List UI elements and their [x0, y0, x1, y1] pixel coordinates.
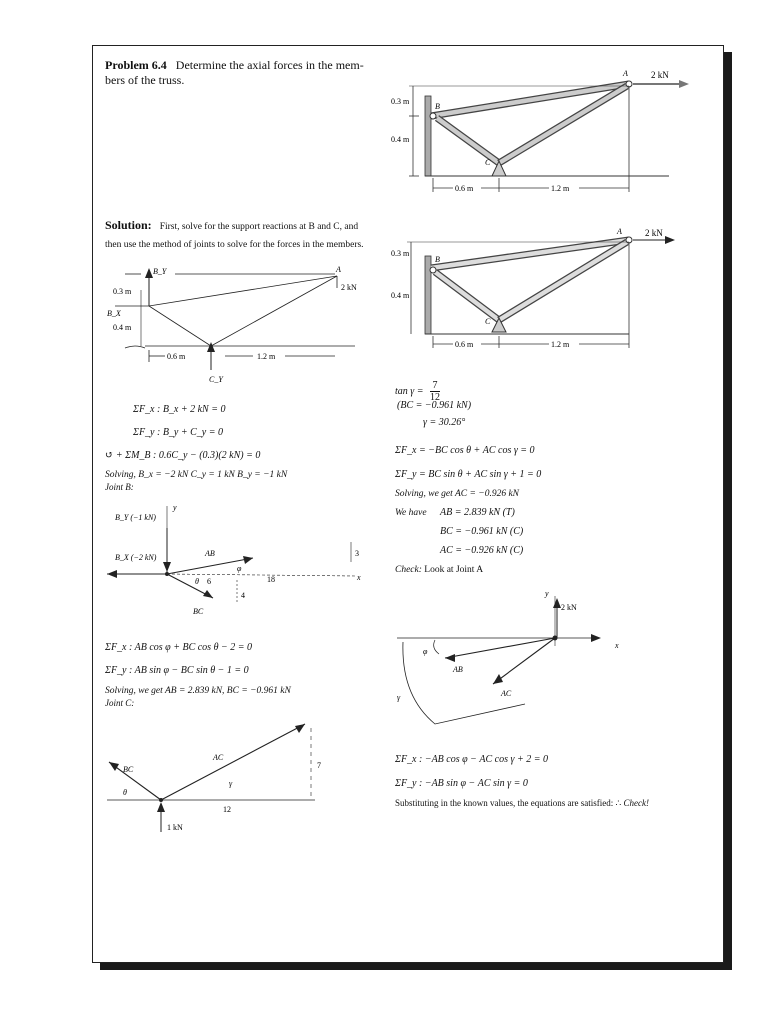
fbd-main-bx: B_X	[107, 309, 121, 318]
fbd-c-gamma: γ	[229, 779, 233, 788]
fbd-main-h2: 0.4 m	[113, 323, 132, 332]
tan-gamma-lhs: tan γ =	[395, 385, 424, 397]
fbd-b-by: B_Y (−1 kN)	[115, 513, 156, 522]
final-check	[395, 798, 649, 809]
eq-sum-mb: ↺ + ΣM_B : 0.6C_y − (0.3)(2 kN) = 0	[105, 450, 261, 461]
eq-joint-a-fy: ΣF_y : −AB sin φ − AC sin γ = 0	[395, 778, 528, 789]
fbd-a-y: y	[545, 589, 549, 598]
mid-dim-h2: 0.4 m	[391, 291, 410, 300]
problem-statement	[105, 58, 364, 88]
tan-gamma-num: 7	[430, 380, 440, 392]
fbd-b-theta: θ	[195, 577, 199, 586]
mid-label-a: A	[617, 227, 622, 236]
result-bc: BC = −0.961 kN (C)	[440, 526, 524, 537]
eq-joint-a-fx: ΣF_x : −AB cos φ − AC cos γ + 2 = 0	[395, 754, 548, 765]
pin-b	[430, 113, 436, 119]
fbd-b-n4: 4	[241, 591, 245, 600]
label-c: C	[485, 158, 491, 167]
fbd-b-ab: AB	[205, 549, 215, 558]
fbd-main-a: A	[336, 265, 341, 274]
fbd-a-ab: AB	[453, 665, 463, 674]
mid-dim-h1: 0.3 m	[391, 249, 410, 258]
fbd-b-n6: 6	[207, 577, 211, 586]
check-label: Check:	[395, 565, 422, 575]
load-label: 2 kN	[651, 70, 669, 80]
truss-figure-top	[389, 66, 709, 196]
problem-label: Problem 6.4	[105, 58, 167, 72]
fbd-a-x: x	[615, 641, 619, 650]
fbd-b-x: x	[357, 573, 361, 582]
mid-label-c: C	[485, 317, 491, 326]
fbd-main-w1: 0.6 m	[167, 352, 186, 361]
solution-intro	[105, 216, 364, 252]
eq-solving-reactions: Solving, B_x = −2 kN C_y = 1 kN B_y = −1 kN	[105, 470, 288, 480]
mid-label-b: B	[435, 255, 440, 264]
final-text: Substituting in the known values, the equations are satisfied: ∴	[395, 798, 622, 808]
eq-joint-b-fy: ΣF_y : AB sin φ − BC sin θ − 1 = 0	[105, 665, 249, 676]
fbd-a-phi: φ	[423, 647, 428, 656]
fbd-main-cy: C_Y	[209, 375, 223, 384]
fbd-main	[105, 258, 375, 388]
heading-joint-c: Joint C:	[105, 698, 135, 708]
fbd-a-ac: AC	[501, 689, 512, 698]
final-check-word: Check!	[623, 798, 649, 808]
result-ab: AB = 2.839 kN (T)	[440, 507, 515, 518]
fbd-a-gamma: γ	[397, 693, 401, 702]
label-b: B	[435, 102, 440, 111]
fbd-b-bx: B_X (−2 kN)	[115, 553, 157, 562]
document-page	[92, 45, 724, 963]
problem-text-line2: bers of the truss.	[105, 73, 185, 87]
heading-joint-b: Joint B:	[105, 482, 134, 492]
problem-text-line1: Determine the axial forces in the mem-	[175, 58, 364, 72]
solution-label: Solution:	[105, 218, 152, 232]
dim-w2: 1.2 m	[551, 184, 570, 193]
fbd-b-bc: BC	[193, 607, 204, 616]
eq-joint-c-fx: ΣF_x = −BC cos θ + AC cos γ = 0	[395, 445, 535, 456]
fbd-a-load: 2 kN	[561, 603, 577, 612]
fbd-b-n18: 18	[267, 575, 275, 584]
result-ac: AC = −0.926 kN (C)	[440, 545, 524, 556]
fbd-joint-c	[105, 716, 335, 841]
eq-joint-b-fx: ΣF_x : AB cos φ + BC cos θ − 2 = 0	[105, 642, 252, 653]
mid-load-label: 2 kN	[645, 228, 663, 238]
check-joint-a	[395, 565, 483, 575]
truss-figure-mid	[389, 227, 709, 356]
fbd-b-n3: 3	[355, 549, 359, 558]
mid-dim-w2: 1.2 m	[551, 340, 570, 349]
check-text: Look at Joint A	[424, 565, 484, 575]
solution-intro-line1: First, solve for the support reactions at B and C, and	[159, 222, 359, 232]
eq-joint-b-solving: Solving, we get AB = 2.839 kN, BC = −0.961 kN	[105, 686, 291, 696]
fbd-main-load: 2 kN	[341, 283, 357, 292]
fbd-c-theta: θ	[123, 788, 127, 797]
fbd-main-h1: 0.3 m	[113, 287, 132, 296]
fbd-main-by: B_Y	[153, 267, 167, 276]
wall-support	[425, 96, 431, 176]
fbd-c-load: 1 kN	[167, 823, 183, 832]
eq-joint-c-fy: ΣF_y = BC sin θ + AC sin γ + 1 = 0	[395, 469, 542, 480]
eq-solving-ac: Solving, we get AC = −0.926 kN	[395, 489, 519, 499]
mid-dim-w1: 0.6 m	[455, 340, 474, 349]
eq-sum-fy: ΣF_y : B_y + C_y = 0	[133, 427, 223, 438]
eq-sum-fx: ΣF_x : B_x + 2 kN = 0	[133, 404, 226, 415]
fbd-b-y: y	[173, 503, 177, 512]
fbd-joint-a	[395, 586, 635, 736]
fbd-joint-b	[105, 498, 375, 623]
eq-gamma-value: γ = 30.26°	[423, 417, 466, 428]
dim-w1: 0.6 m	[455, 184, 474, 193]
fbd-main-w2: 1.2 m	[257, 352, 276, 361]
load-arrow	[679, 80, 689, 88]
fbd-c-ac: AC	[213, 753, 224, 762]
dim-h1: 0.3 m	[391, 97, 410, 106]
tan-gamma-den: 12	[429, 392, 440, 403]
solution-intro-line2: then use the method of joints to solve for the forces in the members.	[105, 240, 364, 250]
dim-h2: 0.4 m	[391, 135, 410, 144]
eq-bc-value: (BC = −0.961 kN)	[397, 400, 472, 411]
fbd-c-bc: BC	[123, 765, 134, 774]
label-we-have: We have	[395, 508, 427, 518]
fbd-c-n12: 12	[223, 805, 231, 814]
fbd-c-n7: 7	[317, 761, 321, 770]
label-a: A	[623, 69, 628, 78]
fbd-b-phi: φ	[237, 564, 242, 573]
